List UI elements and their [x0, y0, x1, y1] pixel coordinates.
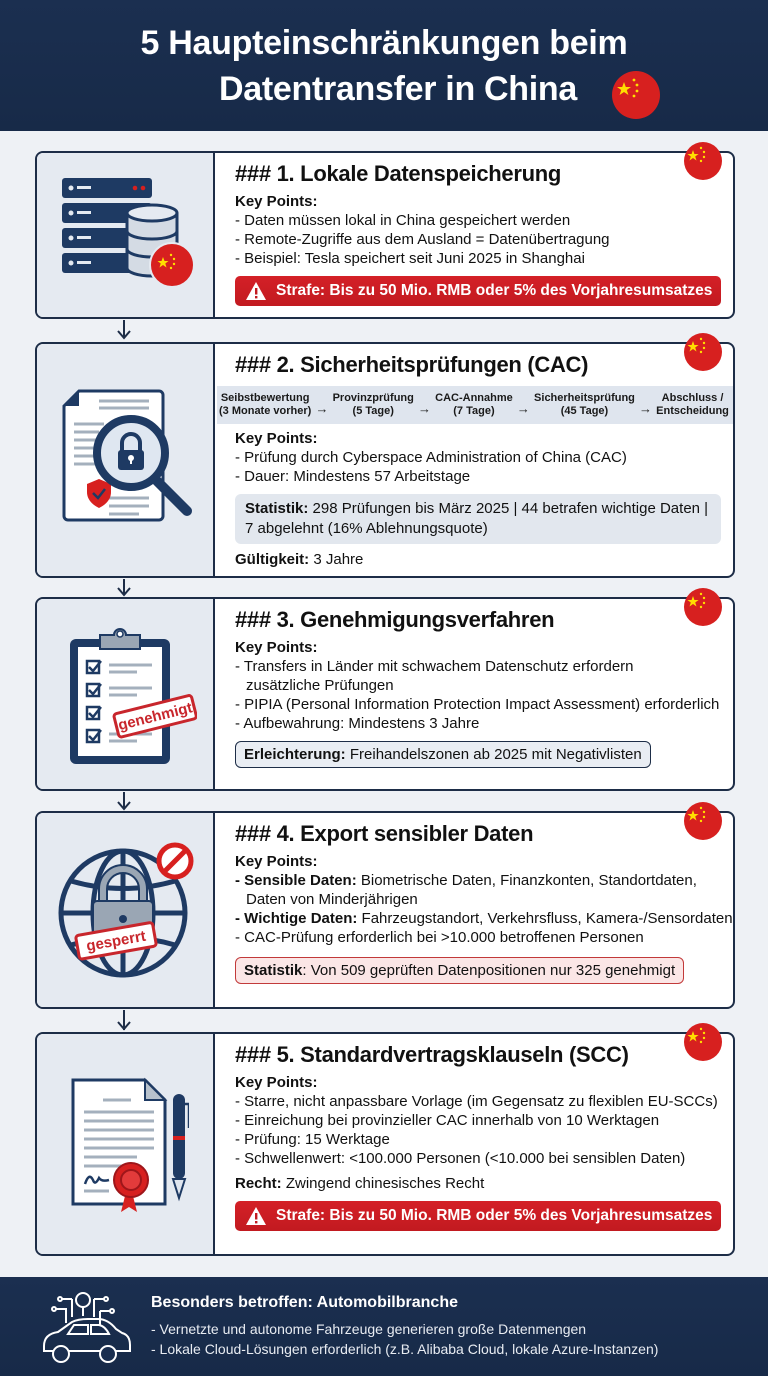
key-point: - Schwellenwert: <100.000 Personen (<10.000 bei sensiblen Daten): [235, 1150, 686, 1167]
penalty-text: Strafe: Bis zu 50 Mio. RMB oder 5% des Vorjahresumsatzes: [276, 1207, 713, 1224]
arrow-right-icon: →: [418, 400, 431, 416]
section-content: [215, 813, 733, 1007]
section-title: ### 1. Lokale Datenspeicherung: [235, 161, 562, 186]
relief-box: Erleichterung: Freihandelszonen ab 2025 mit Negativlisten: [235, 741, 651, 768]
key-points-label: Key Points:: [235, 193, 318, 210]
page-title-line2: Datentransfer in China: [218, 70, 578, 108]
arrow-down-icon: [116, 330, 132, 340]
section-content: [215, 599, 733, 789]
connected-car-icon: [36, 1291, 131, 1366]
china-flag-icon: [683, 587, 723, 627]
clipboard-checklist-approved-icon: [67, 621, 197, 766]
page-title-line1: 5 Haupteinschränkungen beim: [140, 24, 628, 62]
key-point: - Beispiel: Tesla speichert seit Juni 2025 in Shanghai: [235, 250, 585, 267]
flow-step: Abschluss / Entscheidung: [656, 392, 729, 417]
china-flag-icon: [683, 801, 723, 841]
section-icon-panel: [37, 1034, 215, 1254]
section-icon-panel: [37, 813, 215, 1007]
section-card-3: [35, 597, 735, 791]
section-title: ### 2. Sicherheitsprüfungen (CAC): [235, 352, 589, 377]
footer-line: - Lokale Cloud-Lösungen erforderlich (z.B. Alibaba Cloud, lokale Azure-Instanzen): [151, 1341, 659, 1357]
key-points-label: Key Points:: [235, 430, 318, 447]
key-point: - Prüfung: 15 Werktage: [235, 1131, 390, 1148]
statistic-box: Statistik: Von 509 geprüften Datenpositionen nur 325 genehmigt: [235, 957, 684, 984]
flow-step: CAC-Annahme (7 Tage): [435, 392, 513, 417]
key-point: - Dauer: Mindestens 57 Arbeitstage: [235, 468, 471, 485]
key-point: - Starre, nicht anpassbare Vorlage (im Gegensatz zu flexiblen EU-SCCs): [235, 1093, 718, 1110]
key-point: zusätzliche Prüfungen: [246, 677, 394, 694]
blocked-stamp: gesperrt: [85, 927, 148, 955]
section-content: [215, 344, 733, 576]
section-title: ### 5. Standardvertragsklauseln (SCC): [235, 1042, 629, 1067]
footer-title: Besonders betroffen: Automobilbranche: [151, 1294, 458, 1311]
key-point: - Einreichung bei provinzieller CAC innerhalb von 10 Werktagen: [235, 1112, 660, 1129]
key-point: - Wichtige Daten: Fahrzeugstandort, Verkehrsfluss, Kamera-/Sensordaten: [235, 910, 733, 927]
arrow-right-icon: →: [315, 400, 329, 416]
section-icon-panel: [37, 344, 215, 576]
warning-icon: [245, 281, 267, 301]
section-content: [215, 153, 733, 317]
process-flow: [217, 386, 733, 424]
approved-stamp: genehmigt: [116, 699, 195, 735]
key-point: - Sensible Daten: Biometrische Daten, Finanzkonten, Standortdaten,: [235, 872, 697, 889]
penalty-banner: [235, 276, 721, 306]
key-points-label: Key Points:: [235, 1074, 318, 1091]
law-text: Recht: Zwingend chinesisches Recht: [235, 1175, 485, 1192]
server-database-icon: [57, 173, 197, 293]
footer-banner: [0, 1277, 768, 1376]
globe-lock-blocked-icon: [55, 841, 200, 981]
section-card-1: [35, 151, 735, 319]
section-icon-panel: [37, 599, 215, 789]
arrow-down-icon: [116, 1021, 132, 1031]
section-card-4: [35, 811, 735, 1009]
section-icon-panel: [37, 153, 215, 317]
penalty-banner: [235, 1201, 721, 1231]
section-title: ### 4. Export sensibler Daten: [235, 821, 534, 846]
penalty-text: Strafe: Bis zu 50 Mio. RMB oder 5% des Vorjahresumsatzes: [276, 282, 713, 299]
document-magnifier-lock-icon: [59, 386, 199, 526]
flow-step: Provinzprüfung (5 Tage): [332, 392, 414, 417]
section-title: ### 3. Genehmigungsverfahren: [235, 607, 555, 632]
key-point: - Aufbewahrung: Mindestens 3 Jahre: [235, 715, 480, 732]
flow-step: Sicherheitsprüfung (45 Tage): [534, 392, 635, 417]
footer-line: - Vernetzte und autonome Fahrzeuge generieren große Datenmengen: [151, 1321, 587, 1337]
warning-icon: [245, 1206, 267, 1226]
china-flag-icon: [683, 332, 723, 372]
key-point: - Prüfung durch Cyberspace Administration of China (CAC): [235, 449, 627, 466]
key-point: - Remote-Zugriffe aus dem Ausland = Datenübertragung: [235, 231, 610, 248]
page-header: [0, 0, 768, 131]
key-points-label: Key Points:: [235, 853, 318, 870]
validity-text: Gültigkeit: 3 Jahre: [235, 551, 364, 568]
section-card-2: [35, 342, 735, 578]
arrow-right-icon: →: [516, 400, 530, 416]
key-point: - Transfers in Länder mit schwachem Datenschutz erfordern: [235, 658, 634, 675]
arrow-down-icon: [116, 801, 132, 811]
key-point: - CAC-Prüfung erforderlich bei >10.000 betroffenen Personen: [235, 929, 644, 946]
section-content: [215, 1034, 733, 1254]
key-point: - PIPIA (Personal Information Protection Impact Assessment) erforderlich: [235, 696, 720, 713]
china-flag-icon: [683, 1022, 723, 1062]
arrow-right-icon: →: [639, 400, 653, 416]
flow-step: Seibstbewertung (3 Monate vorher): [219, 392, 312, 417]
section-card-5: [35, 1032, 735, 1256]
key-point: - Daten müssen lokal in China gespeichert werden: [235, 212, 571, 229]
key-point: Daten von Minderjährigen: [246, 891, 418, 908]
arrow-down-icon: [116, 587, 132, 597]
china-flag-icon: [683, 141, 723, 181]
key-points-label: Key Points:: [235, 639, 318, 656]
china-flag-icon: [611, 70, 661, 120]
contract-seal-pen-icon: [69, 1076, 189, 1216]
statistic-box: Statistik: 298 Prüfungen bis März 2025 | 44 betrafen wichtige Daten | 7 abgelehnt (16% Ablehnungsquote): [235, 494, 721, 544]
